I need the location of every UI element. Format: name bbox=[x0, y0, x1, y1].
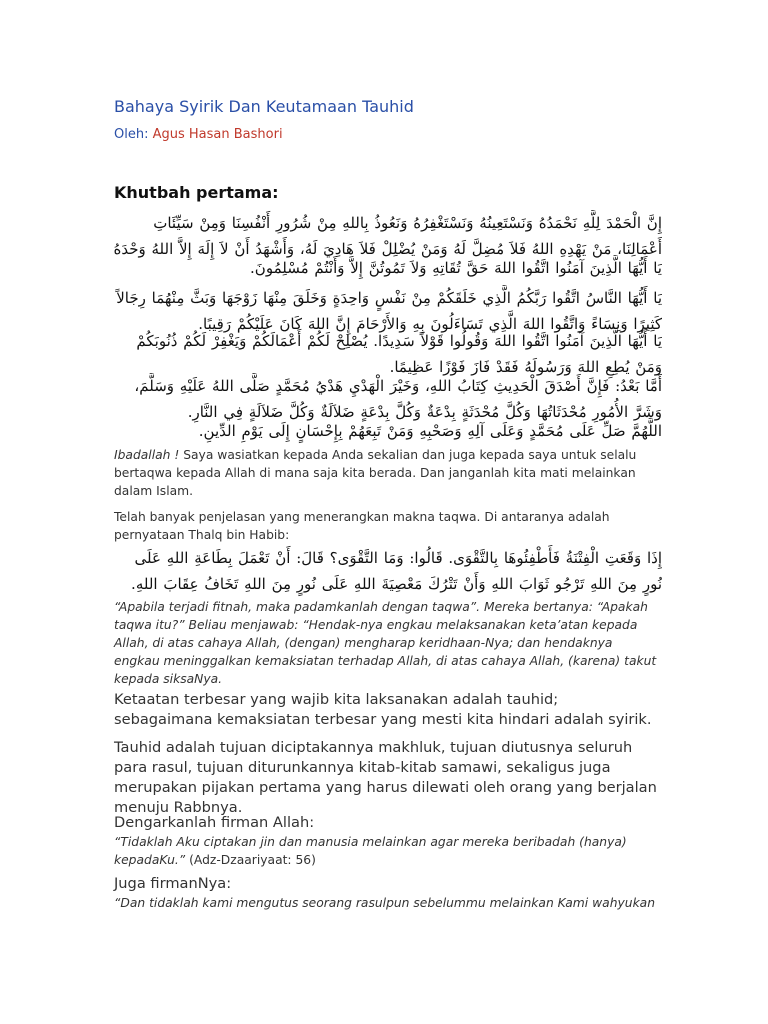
arabic-salawat: اللَّهُمَّ صَلِّ عَلَى مُحَمَّدٍ وَعَلَى آلِهِ وَصَحْبِهِ وَمَنْ تَبِعَهُمْ بِإِحْسَانٍ إِلَى يَوْمِ الدِّينِ. bbox=[198, 422, 662, 440]
author-name: Agus Hasan Bashori bbox=[152, 127, 283, 142]
arabic-verse-3: يَا أَيُّهَا الَّذِينَ آمَنُوا اتَّقُوا اللهَ وَقُولُوا قَوْلاً سَدِيدًا. يُصْلِحْ لَكُمْ أَعْمَالَكُمْ وَيَغْفِرْ لَكُمْ ذُنُوبَكُمْ وَمَنْ يُطِعِ اللهَ وَرَسُولَهُ فَقَدْ فَازَ فَوْزًا عَظِيمًا. bbox=[136, 332, 662, 376]
paragraph-thalq-translation: “Apabila terjadi fitnah, maka padamkanlah dengan taqwa”. Mereka bertanya: “Apakah taqwa itu?” Beliau menjawab: “Hendak-nya engkau melaksanakan keta’atan kepada Allah, di atas cahaya Allah, (dengan) mengharap keridhaan-Nya; dan hendaknya engkau meninggalkan kemaksiatan terhadap Allah, di atas cahaya Allah, (karena) takut kepada siksaNya. bbox=[114, 600, 657, 686]
paragraph-verse-rasul: “Dan tidaklah kami mengutus seorang rasulpun sebelummu melainkan Kami wahyukan bbox=[114, 896, 656, 910]
paragraph-firman-intro: Dengarkanlah firman Allah: bbox=[114, 814, 315, 831]
paragraph-taqwa-intro: Telah banyak penjelasan yang menerangkan makna taqwa. Di antaranya adalah pernyataan Thalq bin Habib: bbox=[114, 510, 610, 542]
byline-label: Oleh: bbox=[114, 127, 149, 142]
ibadallah-text: Ibadallah ! bbox=[114, 448, 180, 462]
arabic-opening: إِنَّ الْحَمْدَ لِلَّهِ نَحْمَدُهُ وَنَسْتَعِينُهُ وَنَسْتَغْفِرُهُ وَنَعُوذُ بِاللهِ مِنْ شُرُورِ أَنْفُسِنَا وَمِنْ سَيِّئَاتِ أَعْمَالِنَا، مَنْ يَهْدِهِ اللهُ فَلاَ مُضِلَّ لَهُ وَمَنْ يُضْلِلْ فَلاَ هَادِيَ لَهُ، وَأَشْهَدُ أَنْ لاَ إِلَهَ إِلاَّ اللهُ وَحْدَهُ bbox=[113, 214, 662, 258]
arabic-verse-2: يَا أَيُّهَا النَّاسُ اتَّقُوا رَبَّكُمُ الَّذِي خَلَقَكُمْ مِنْ نَفْسٍ وَاحِدَةٍ وَخَلَقَ مِنْهَا زَوْجَهَا وَبَثَّ مِنْهُمَا رِجَالاً كَثِيرًا وَنِسَاءً وَاتَّقُوا اللهَ الَّذِي تَسَاءَلُونَ بِهِ وَالأَرْحَامَ إِنَّ اللهَ كَانَ عَلَيْكُمْ رَقِيبًا. bbox=[116, 289, 662, 333]
arabic-amma-badu: أَمَّا بَعْدُ: فَإِنَّ أَصْدَقَ الْحَدِيثِ كِتَابُ اللهِ، وَخَيْرَ الْهَدْيِ هَدْيُ مُحَمَّدٍ صَلَّى اللهُ عَلَيْهِ وَسَلَّمَ، وَشَرَّ الأُمُورِ مُحْدَثَاتُهَا وَكُلَّ مُحْدَثَةٍ بِدْعَةٌ وَكُلَّ بِدْعَةٍ ضَلاَلَةٌ وَكُلَّ ضَلاَلَةٍ فِي النَّارِ. bbox=[134, 377, 662, 421]
paragraph-verse-dzaariyaat bbox=[114, 833, 660, 869]
section-heading: Khutbah pertama: bbox=[114, 183, 279, 202]
paragraph-tauhid-purpose: Tauhid adalah tujuan diciptakannya makhluk, tujuan diutusnya seluruh para rasul, tujuan diturunkannya kitab-kitab samawi, sekaligus juga merupakan pijakan pertama yang harus dilewati oleh orang yang berjalan menuju Rabbnya. bbox=[114, 739, 657, 816]
article-title: Bahaya Syirik Dan Keutamaan Tauhid bbox=[114, 97, 414, 116]
arabic-verse-1: يَا أَيُّهَا الَّذِينَ آمَنُوا اتَّقُوا اللهَ حَقَّ تُقَاتِهِ وَلاَ تَمُوتُنَّ إِلاَّ وَأَنْتُمْ مُسْلِمُونَ. bbox=[250, 259, 662, 277]
arabic-thalq-quote: إِذَا وَقَعَتِ الْفِتْنَةُ فَأَطْفِئُوهَا بِالتَّقْوَى. قَالُوا: وَمَا التَّقْوَى؟ قَالَ: أَنْ تَعْمَلَ بِطَاعَةِ اللهِ عَلَى نُورٍ مِنَ اللهِ تَرْجُو ثَوَابَ اللهِ وَأَنْ تَتْرُكَ مَعْصِيَةَ اللهِ عَلَى نُورٍ مِنَ اللهِ تَخَافُ عِقَابَ اللهِ. bbox=[131, 549, 662, 593]
paragraph-firman-2-intro: Juga firmanNya: bbox=[114, 875, 232, 892]
paragraph-wasiat bbox=[114, 446, 660, 500]
wasiat-text: Saya wasiatkan kepada Anda sekalian dan juga kepada saya untuk selalu bertaqwa kepada Allah di mana saja kita berada. Dan janganlah kita mati melainkan dalam Islam. bbox=[114, 448, 637, 498]
byline bbox=[114, 127, 283, 142]
verse-dzaariyaat-text: “Tidaklah Aku ciptakan jin dan manusia melainkan agar mereka beribadah (hanya) kepadaKu.” bbox=[114, 835, 627, 867]
paragraph-tauhid-syirik: Ketaatan terbesar yang wajib kita laksanakan adalah tauhid; sebagaimana kemaksiatan terbesar yang mesti kita hindari adalah syirik. bbox=[114, 691, 652, 728]
verse-dzaariyaat-ref: (Adz-Dzaariyaat: 56) bbox=[185, 853, 316, 867]
